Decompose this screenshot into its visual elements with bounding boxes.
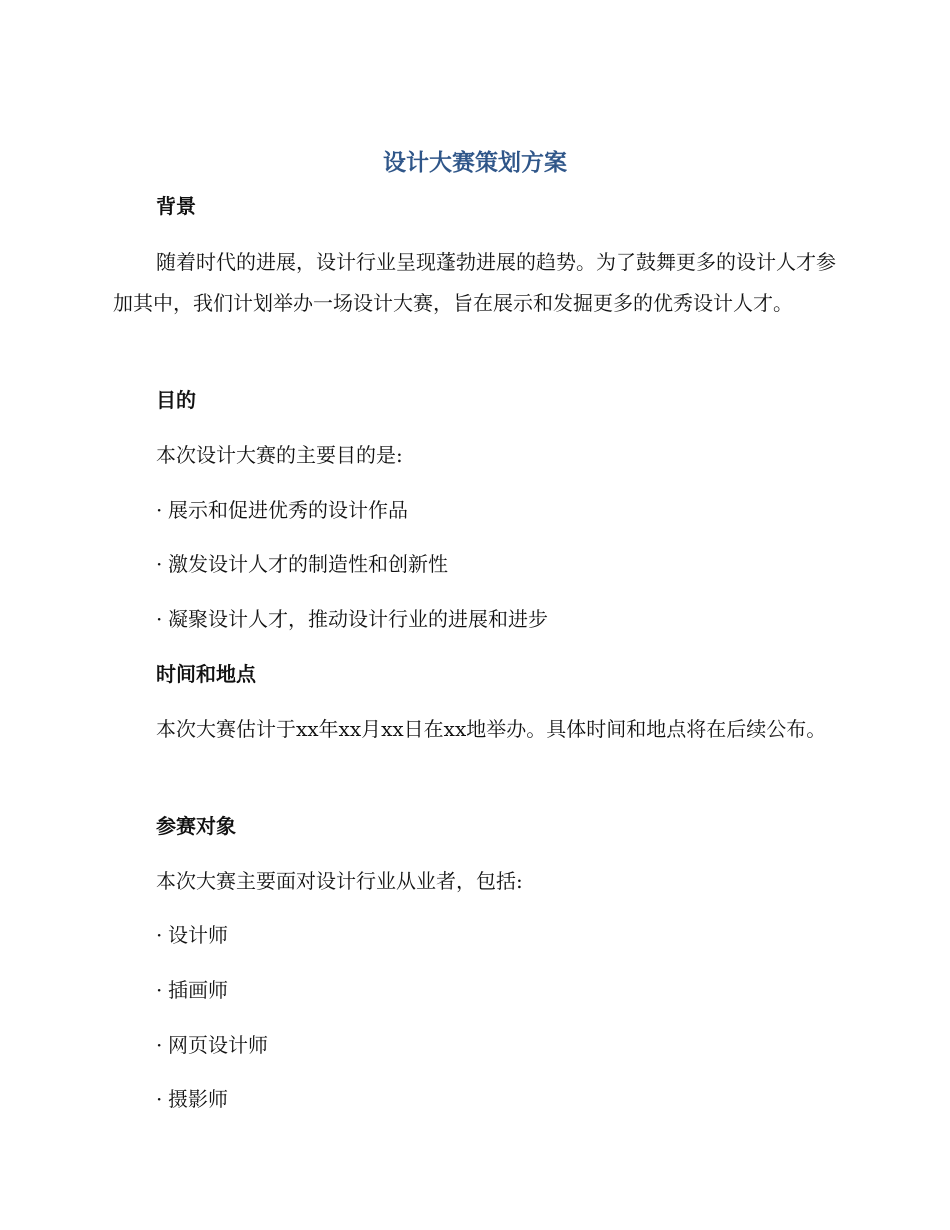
participant-list-item xyxy=(156,1030,268,1060)
purpose-item-text: 激发设计人才的制造性和创新性 xyxy=(168,552,448,576)
participant-item-text: 插画师 xyxy=(168,978,228,1002)
participants-intro: 本次大赛主要面对设计行业从业者，包括: xyxy=(156,869,523,893)
section-heading-purpose: 目的 xyxy=(156,388,196,412)
bullet-icon: · xyxy=(156,552,163,576)
bullet-icon: · xyxy=(156,498,163,522)
purpose-intro: 本次设计大赛的主要目的是: xyxy=(156,443,403,467)
purpose-list-item xyxy=(156,495,408,525)
bullet-icon: · xyxy=(156,923,163,947)
participant-list-item xyxy=(156,920,228,950)
bullet-icon: · xyxy=(156,978,163,1002)
time-place-paragraph: 本次大赛估计于xx年xx月xx日在xx地举办。具体时间和地点将在后续公布。 xyxy=(156,717,827,741)
background-paragraph: 随着时代的进展，设计行业呈现蓬勃进展的趋势。为了鼓舞更多的设计人才参加其中，我们计划举办一场设计大赛，旨在展示和发掘更多的优秀设计人才。 xyxy=(113,250,836,315)
participant-item-text: 设计师 xyxy=(168,923,228,947)
purpose-list-item xyxy=(156,549,448,579)
purpose-item-text: 展示和促进优秀的设计作品 xyxy=(168,498,408,522)
purpose-item-text: 凝聚设计人才，推动设计行业的进展和进步 xyxy=(168,607,548,631)
section-heading-time-place: 时间和地点 xyxy=(156,662,256,686)
participant-item-text: 摄影师 xyxy=(168,1087,228,1111)
section-heading-participants: 参赛对象 xyxy=(156,814,236,838)
participant-list-item xyxy=(156,975,228,1005)
section-heading-background: 背景 xyxy=(156,194,196,218)
bullet-icon: · xyxy=(156,1087,163,1111)
bullet-icon: · xyxy=(156,607,163,631)
participant-item-text: 网页设计师 xyxy=(168,1033,268,1057)
page-title: 设计大赛策划方案 xyxy=(383,150,567,176)
purpose-list-item xyxy=(156,604,548,634)
participant-list-item xyxy=(156,1084,228,1114)
bullet-icon: · xyxy=(156,1033,163,1057)
